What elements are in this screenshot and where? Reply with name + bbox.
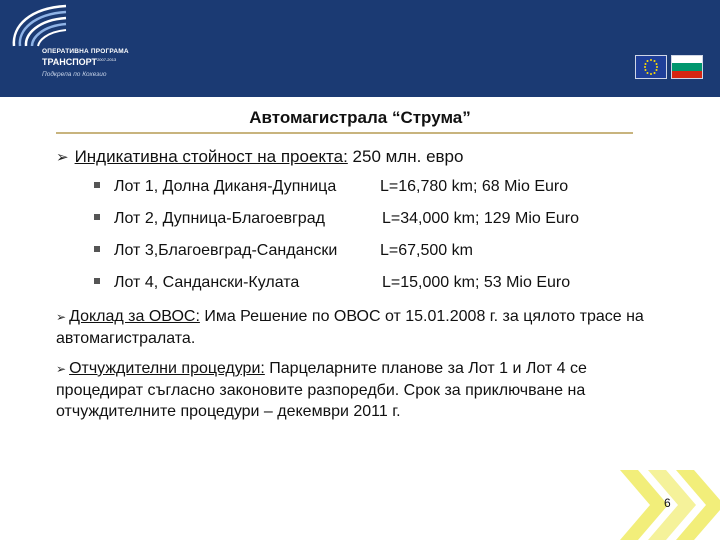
square-bullet-icon <box>94 278 100 284</box>
chevron-decoration-icon <box>580 470 720 540</box>
square-bullet-icon <box>94 182 100 188</box>
title-divider <box>56 132 633 134</box>
lot-name: Лот 2, Дупница-Благоевград <box>114 210 325 227</box>
logo-line-3: Подкрепа по Кохезио <box>42 71 107 78</box>
lot-item <box>94 178 569 196</box>
lot-name: Лот 1, Долна Диканя-Дупница <box>114 178 337 195</box>
lot-item <box>94 274 571 292</box>
arrow-bullet-icon: ➢ <box>56 362 67 376</box>
ovos-text: Има Решение по ОВОС от 15.01.2008 г. за цялото трасе на автомагистралата. <box>56 308 644 347</box>
logo-line-2: $ТРАНСПОРТ^{2007-2013}$ <box>42 57 117 67</box>
expropriation-text: Парцеларните планове за Лот 1 и Лот 4 се процедират съгласно законовите разпоредби. Срок за приключване на отчуждителните процедури – декември 2011 г. <box>56 360 587 420</box>
lot-detail: L=67,500 km <box>380 242 473 259</box>
eu-flag-icon <box>635 55 667 79</box>
expropriation-paragraph <box>56 358 676 422</box>
header-band <box>0 0 720 97</box>
logo-line-1: ОПЕРАТИВНА ПРОГРАМА <box>42 48 129 55</box>
page-number: 6 <box>664 496 671 510</box>
lot-name: Лот 3,Благоевград-Сандански <box>114 242 338 259</box>
slide-title: Автомагистрала “Струма” <box>249 108 471 127</box>
lot-detail: L=16,780 km; 68 Mio Euro <box>380 178 569 195</box>
ovos-label: Доклад за ОВОС: <box>69 308 200 325</box>
op-transport-logo <box>6 4 136 92</box>
square-bullet-icon <box>94 246 100 252</box>
arrow-bullet-icon: ➢ <box>56 310 67 324</box>
lot-item <box>94 210 580 228</box>
square-bullet-icon <box>94 214 100 220</box>
indicative-label: Индикативна стойност на проекта: <box>74 147 348 166</box>
bulgaria-flag-icon <box>671 55 703 79</box>
indicative-value-bullet <box>56 147 463 167</box>
ovos-paragraph <box>56 306 676 349</box>
lot-detail: L=34,000 km; 129 Mio Euro <box>382 210 580 227</box>
expropriation-label: Отчуждителни процедури: <box>69 360 265 377</box>
lot-detail: L=15,000 km; 53 Mio Euro <box>382 274 571 291</box>
lot-name: Лот 4, Сандански-Кулата <box>114 274 300 291</box>
swoosh-logo-icon <box>8 4 72 50</box>
lot-item <box>94 242 473 260</box>
arrow-bullet-icon: ➢ <box>56 149 69 166</box>
indicative-value: 250 млн. евро <box>347 147 464 166</box>
